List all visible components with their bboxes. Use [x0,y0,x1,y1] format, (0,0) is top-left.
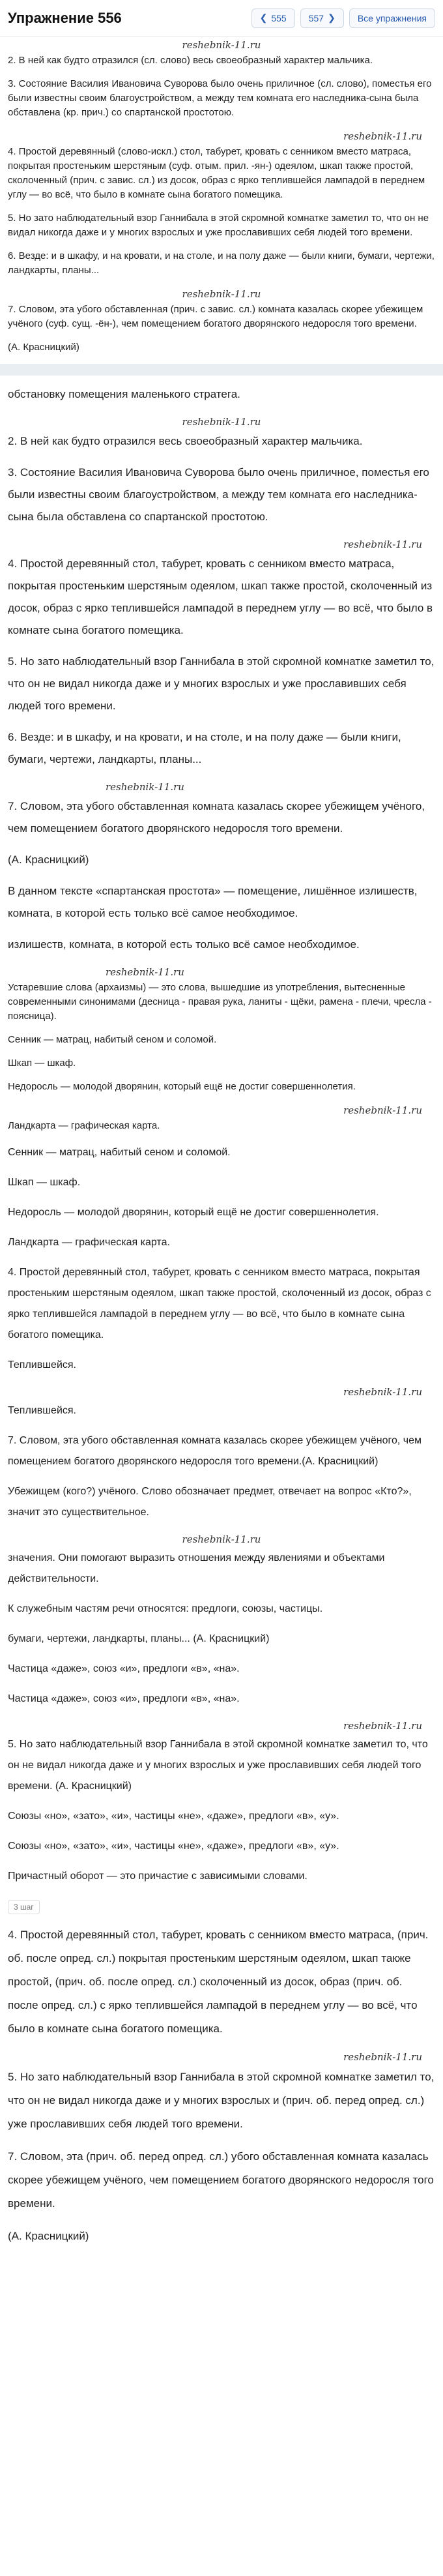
paragraph: Недоросль — молодой дворянин, который ещё не достиг совершеннолетия. [8,1207,379,1218]
watermark: reshebnik-11.ru [343,130,422,142]
paragraph: 7. Словом, эта убого обставленная (прич. с завис. сл.) комната казалась скорее убежищем учёного (суф. сущ. -ён-), чем помещением богатого дворянского недоросля того времени. [8,304,423,329]
section-divider [0,364,443,376]
author: (А. Красницкий) [8,853,89,866]
page-title: Упражнение 556 [8,9,122,26]
author: (А. Красницкий) [8,2230,89,2242]
watermark: reshebnik-11.ru [106,966,184,978]
paragraph: 4. Простой деревянный стол, табурет, кровать с сенником вместо матраса, покрытая простеньким шерстяным одеялом, шкап также простой, сколоченный из досок, образ с ярко теплившейся лампадой в переднем углу — во всё, что было в комнате сына богатого помещика. [8,1267,431,1340]
paragraph: 5. Но зато наблюдательный взор Ганнибала в этой скромной комнатке заметил то, что он не видал никогда даже и у многих взрослых и уже прославивших себя людей того времени. [8,655,435,712]
chevron-right-icon: ❯ [328,12,336,23]
watermark: reshebnik-11.ru [182,39,261,51]
paragraph: Ландкарта — графическая карта. [8,1237,170,1248]
paragraph: Союзы «но», «зато», «и», частицы «не», «даже», предлоги «в», «у». [8,1811,339,1822]
paragraph: 4. Простой деревянный стол, табурет, кровать с сенником вместо матраса, покрытая простеньким шерстяным одеялом, шкап также простой, сколоченный из досок, образ с ярко теплившейся лампадой в переднем углу — во всё, что было в комнате сына богатого помещика. [8,557,433,636]
paragraph: 4. Простой деревянный стол, табурет, кровать с сенником вместо матраса, (прич. об. после опред. сл.) покрытая простеньким шерстяным одеялом, шкап также простой, (прич. об. после опред. сл.) сколоченный из досок, образ (прич. об. после опред. сл.) с ярко теплившейся лампадой в переднем углу — во всё, что было в комнате сына богатого помещика. [8,1929,429,2035]
paragraph: 6. Везде: и в шкафу, и на кровати, и на столе, и на полу даже — были книги, бумаги, чертежи, ландкарты, планы... [8,250,435,276]
watermark: reshebnik-11.ru [343,2051,422,2063]
watermark: reshebnik-11.ru [343,1720,422,1732]
answer-part-1 [0,38,443,355]
paragraph: Недоросль — молодой дворянин, который ещё не достиг совершеннолетия. [8,1081,356,1092]
paragraph: Шкап — шкаф. [8,1177,81,1188]
paragraph: обстановку помещения маленького стратега. [8,388,240,400]
step-section [0,1896,443,1923]
paragraph: 7. Словом, эта убого обставленная комната казалась скорее убежищем учёного, чем помещением богатого дворянского недоросля того времени. [8,800,425,835]
paragraph: 6. Везде: и в шкафу, и на кровати, и на столе, и на полу даже — были книги, бумаги, чертежи, ландкарты, планы... [8,731,401,765]
paragraph: бумаги, чертежи, ландкарты, планы... (А. Красницкий) [8,1633,270,1644]
paragraph: излишеств, комната, в которой есть только всё самое необходимое. [8,938,360,951]
all-exercises-label: Все упражнения [357,12,427,23]
paragraph: Союзы «но», «зато», «и», частицы «не», «даже», предлоги «в», «у». [8,1841,339,1852]
answer-part-3 [0,965,443,1133]
watermark: reshebnik-11.ru [182,1533,261,1545]
answer-part-2 [0,383,443,956]
paragraph: Сенник — матрац, набитый сеном и соломой. [8,1147,231,1158]
answer-part-5 [0,1923,443,2248]
paragraph: 7. Словом, эта (прич. об. перед опред. сл.) убого обставленная комната казалась скорее убежищем учёного, чем помещением богатого дворянского недоросля того времени. [8,2150,434,2210]
paragraph: Частица «даже», союз «и», предлоги «в», «на». [8,1693,240,1704]
all-exercises-button[interactable] [349,8,435,28]
paragraph: Теплившейся. [8,1359,76,1370]
step-badge: 3 шаг [8,1900,40,1914]
paragraph: 5. Но зато наблюдательный взор Ганнибала в этой скромной комнатке заметил то, что он не видал никогда даже и у многих взрослых и уже прославивших себя людей того времени. (А. Красницкий) [8,1739,428,1792]
paragraph: Теплившейся. [8,1405,76,1416]
watermark: reshebnik-11.ru [106,781,184,793]
paragraph: 4. Простой деревянный (слово-искл.) стол, табурет, кровать с сенником вместо матраса, покрытая простеньким шерстяным (суф. отым. прил. -ян-) одеялом, шкап также простой, сколоченный (прич. с завис. сл.) из досок, образ с ярко теплившейся лампадой в переднем углу — во всё, что было в комнате сына богатого помещика. [8,146,425,200]
paragraph: В данном тексте «спартанская простота» — помещение, лишённое излишеств, комната, в которой есть только всё самое необходимое. [8,885,418,919]
paragraph: Устаревшие слова (архаизмы) — это слова, вышедшие из употребления, вытесненные современными синонимами (десница - правая рука, ланиты - щёки, рамена - плечи, чресла - поясница). [8,982,432,1022]
paragraph: 2. В ней как будто отразился (сл. слово) весь своеобразный характер мальчика. [8,55,373,66]
prev-exercise-button[interactable] [251,8,295,28]
paragraph: Сенник — матрац, набитый сеном и соломой. [8,1034,217,1045]
answer-part-4 [0,1142,443,1887]
chevron-left-icon: ❮ [259,12,268,23]
next-exercise-button[interactable] [300,8,344,28]
watermark: reshebnik-11.ru [182,288,261,300]
paragraph: значения. Они помогают выразить отношения между явлениями и объектами действительности. [8,1552,385,1584]
watermark: reshebnik-11.ru [343,1104,422,1116]
paragraph: 3. Состояние Василия Ивановича Суворова было очень приличное, поместья его были известны своим благоустройством, а между тем комната его наследника-сына была обставлена со спартанской простотою. [8,466,429,523]
paragraph: Причастный оборот — это причастие с зависимыми словами. [8,1871,307,1882]
paragraph: Шкап — шкаф. [8,1058,76,1069]
paragraph: К служебным частям речи относятся: предлоги, союзы, частицы. [8,1603,323,1614]
watermark: reshebnik-11.ru [343,1386,422,1398]
prev-exercise-label: 555 [271,12,287,23]
paragraph: Ландкарта — графическая карта. [8,1120,160,1131]
next-exercise-label: 557 [308,12,324,23]
paragraph: 3. Состояние Василия Ивановича Суворова было очень приличное (сл. слово), поместья его были известны своим благоустройством, а между тем комната его наследника-сына была обставлена (кр. прич.) со спартанской простотою. [8,78,432,118]
paragraph: 5. Но зато наблюдательный взор Ганнибала в этой скромной комнатке заметил то, что он не видал никогда даже и у многих взрослых и (прич. об. перед опред. сл.) уже прославивших себя людей того времени. [8,2071,435,2130]
watermark: reshebnik-11.ru [343,539,422,550]
paragraph: 2. В ней как будто отразился весь своеобразный характер мальчика. [8,435,363,447]
watermark: reshebnik-11.ru [182,416,261,428]
paragraph: Частица «даже», союз «и», предлоги «в», «на». [8,1663,240,1674]
paragraph: Убежищем (кого?) учёного. Слово обозначает предмет, отвечает на вопрос «Кто?», значит это существительное. [8,1486,412,1518]
paragraph: 5. Но зато наблюдательный взор Ганнибала в этой скромной комнатке заметил то, что он не видал никогда даже и у многих взрослых и уже прославивших себя людей того времени. [8,213,429,238]
top-bar [0,0,443,37]
paragraph: 7. Словом, эта убого обставленная комната казалась скорее убежищем учёного, чем помещением богатого дворянского недоросля того времени.(А. Красницкий) [8,1435,422,1467]
author: (А. Красницкий) [8,342,79,353]
